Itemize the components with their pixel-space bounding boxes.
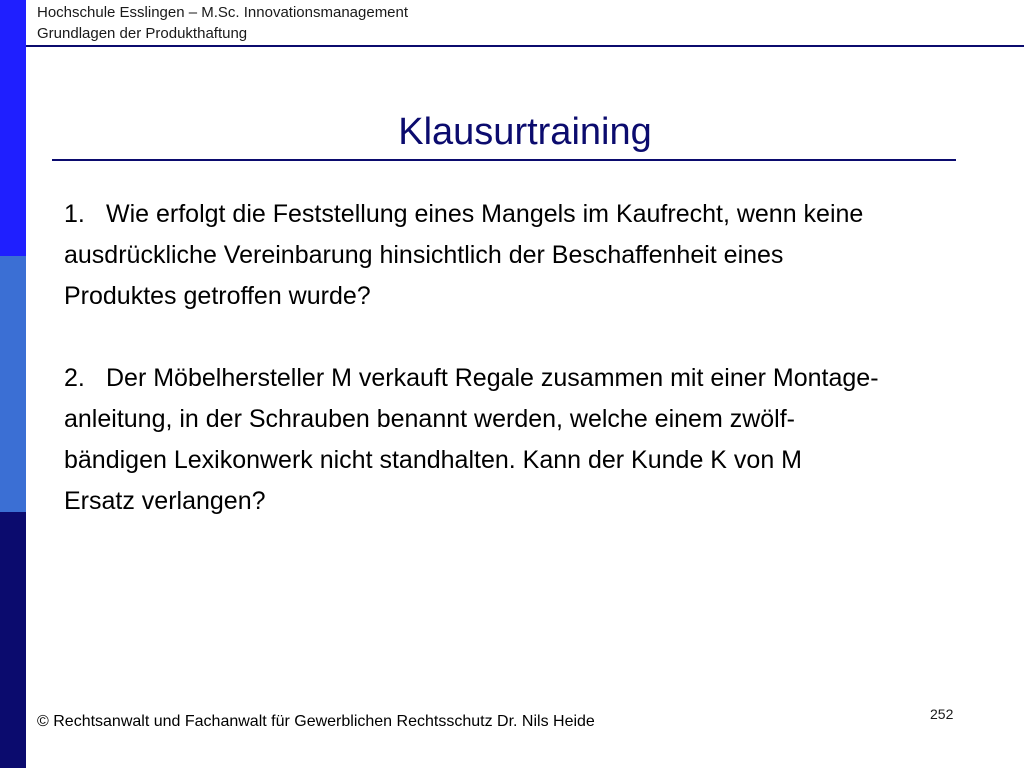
header-institution: Hochschule Esslingen – M.Sc. Innovationsmanagement: [37, 4, 409, 21]
side-stripe-middle: [0, 256, 26, 512]
question-line: Produktes getroffen wurde?: [64, 282, 371, 310]
title-underline: [52, 159, 956, 161]
header-course: Grundlagen der Produkthaftung: [37, 25, 248, 42]
side-stripe-bottom: [0, 512, 26, 768]
question-line: anleitung, in der Schrauben benannt werden, welche einem zwölf-: [64, 405, 796, 433]
page-number: 252: [930, 706, 954, 722]
question-line: ausdrückliche Vereinbarung hinsichtlich der Beschaffenheit eines: [64, 241, 784, 269]
question-line: Ersatz verlangen?: [64, 487, 266, 515]
question-line: bändigen Lexikonwerk nicht standhalten. Kann der Kunde K von M: [64, 446, 802, 474]
question-number: 1.: [64, 200, 85, 228]
question-list: [64, 194, 1004, 522]
slide-title: Klausurtraining: [398, 111, 652, 153]
side-stripe-top: [0, 0, 26, 256]
question-1: [64, 194, 1004, 317]
question-number: 2.: [64, 364, 85, 392]
question-line: Der Möbelhersteller M verkauft Regale zusammen mit einer Montage-: [106, 364, 879, 392]
header-divider: [26, 45, 1024, 47]
footer-copyright: © Rechtsanwalt und Fachanwalt für Gewerblichen Rechtsschutz Dr. Nils Heide: [37, 713, 595, 730]
question-2: [64, 358, 1004, 522]
question-line: Wie erfolgt die Feststellung eines Mangels im Kaufrecht, wenn keine: [106, 200, 864, 228]
